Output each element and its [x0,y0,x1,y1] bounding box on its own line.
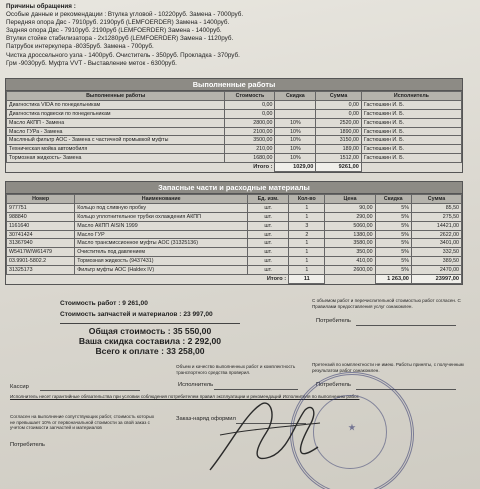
table-row [7,118,462,127]
cell: 5% [375,230,411,239]
works-table-head [7,92,462,101]
cell: Гастюшкин И. Б. [361,127,461,136]
cell: 1380,00 [325,230,375,239]
parts-total-qty: 11 [289,275,325,284]
table-row [7,154,462,163]
cell: 0,00 [225,100,275,109]
cost-summary [60,298,213,320]
col-header: Кол-во [289,195,325,204]
table-row [7,230,462,239]
works-total-row [7,163,462,172]
reason-line: Патрубок интеркулера -8035руб. Замена - 700руб. [6,43,154,51]
cell: 2100,00 [225,127,275,136]
cashier-signature-line [40,390,140,391]
cell: Техническая мойка автомобиля [7,145,225,154]
works-total-label: Итого : [253,164,273,171]
cell: 10% [275,118,316,127]
table-row [7,257,462,266]
cell: 85,50 [411,203,461,212]
cell: 1 [289,239,325,248]
cell: 389,50 [411,257,461,266]
reason-line: Втулки стойке стабилизатора - 2x1280руб (LEMFOERDER) Замена - 1120руб. [6,35,234,43]
parts-cost: Стоимость запчастей и материалов : 23 997,00 [60,311,213,318]
cell: 10% [275,127,316,136]
cell: 1 [289,257,325,266]
table-row [7,127,462,136]
consent-text: Согласен на выполнение сопутствующих работ, стоимость которых не превышает 10% от первоначальной стоимости за свой заказ с учетом стоимости запчастей и материалов [10,414,155,431]
cell: 5% [375,203,411,212]
cell: шт. [248,257,289,266]
cell: Масло АКПП - Замена [7,118,225,127]
client-signature-line [356,325,456,326]
cell: 0,00 [316,109,362,118]
cell: 5% [375,221,411,230]
cell: 332,50 [411,248,461,257]
col-header: Сумма [316,92,362,101]
cell: 290,00 [325,212,375,221]
cell: 410,00 [325,257,375,266]
works-section [5,78,463,173]
cell: Гастюшкин И. Б. [361,145,461,154]
cell: 2622,00 [411,230,461,239]
col-header: Выполненные работы [7,92,225,101]
parts-header: Запасные части и расходные материалы [6,182,462,194]
stamp-center-mark: ★ [348,423,356,432]
cell: 10% [275,145,316,154]
cell: 1 [289,212,325,221]
cell: 0,00 [225,109,275,118]
cell: W5417W/W61479 [7,248,75,257]
executor-label: Исполнитель [178,382,214,388]
agreement-text: С объемом работ и перечислительной стоимостью работ согласен. С Правилами предоставления услуг ознакомлен. [312,298,461,309]
cell: шт. [248,239,289,248]
cell: шт. [248,212,289,221]
cell: шт. [248,221,289,230]
cell: 30741424 [7,230,75,239]
cell: 31367940 [7,239,75,248]
parts-total-label: Итого : [266,276,287,283]
table-row [7,109,462,118]
cell: 1512,00 [316,154,362,163]
works-header: Выполненные работы [6,79,462,91]
cell: 5% [375,257,411,266]
client-signature-label-2: Потребитель [316,382,351,388]
cell: шт. [248,203,289,212]
cell: 14421,00 [411,221,461,230]
reasons-block [6,3,366,68]
cell: Масло АКПП AISIN 1999 [75,221,248,230]
cell: Очиститель под давлением [75,248,248,257]
client-signature-label: Потребитель [316,318,351,324]
col-header: Номер [7,195,75,204]
cell: 988840 [7,212,75,221]
cell: 2 [289,230,325,239]
cell: 2600,00 [325,266,375,275]
table-row [7,212,462,221]
cell: 3150,00 [316,136,362,145]
cell: Гастюшкин И. Б. [361,154,461,163]
reason-line: Задняя опора Двс - 7910руб. 2190руб (LEMFOERDER) Замена - 1400руб. [6,27,222,35]
parts-table-head [7,195,462,204]
cell: Диагностика подвески по понедельникам [7,109,225,118]
cell: 10% [275,154,316,163]
order-issuer-label: Заказ-наряд оформил [176,416,236,422]
cell: Тормозная жидкость- Замена [7,154,225,163]
reason-line: Чистка дроссельного узла - 1400руб. Очиститель - 350руб. Прокладка - 370руб. [6,51,240,59]
works-table [6,91,462,172]
parts-total-discount: 1 263,00 [375,275,411,284]
reason-line: Особые данные и рекомендации : Втулка угловой - 10220руб. Замена - 7000руб. [6,11,244,19]
table-row [7,248,462,257]
cell: Диагностика VIDA по понедельникам [7,100,225,109]
cell: 1 [289,248,325,257]
cell: 3 [289,221,325,230]
cell: 5% [375,239,411,248]
cell [275,109,316,118]
table-row [7,239,462,248]
amount-to-pay: Всего к оплате : 33 258,00 [95,346,205,356]
parts-total-sum: 23997,00 [411,275,461,284]
cell: Кольцо под сливную пробку [75,203,248,212]
reasons-title: Причины обращения : [6,3,76,10]
cell: 5% [375,248,411,257]
cell: Масляный фильтр АОС - Замена с частичной промывкой муфты [7,136,225,145]
cell: шт. [248,230,289,239]
reason-line: Передняя опора Двс - 7910руб. 2190руб (LEMFOERDER) Замена - 1400руб. [6,19,230,27]
cell: 3401,00 [411,239,461,248]
cell: 31325173 [7,266,75,275]
cell: Гастюшкин И. Б. [361,109,461,118]
cell: Масло трансмиссионное муфты АОС (31325136) [75,239,248,248]
cell: 3500,00 [225,136,275,145]
table-row [7,221,462,230]
col-header: Исполнитель [361,92,461,101]
cell: Масло ГУРа - Замена [7,127,225,136]
cell: Тормозная жидкость (9437431) [75,257,248,266]
cell: 189,00 [316,145,362,154]
cell: 5% [375,266,411,275]
cell: 210,00 [225,145,275,154]
discount-total: Ваша скидка составила : 2 292,00 [78,336,222,346]
cell: шт. [248,266,289,275]
cell: шт. [248,248,289,257]
works-total-discount: 1029,00 [275,163,316,172]
cell: Кольцо уплотнительное трубки охлаждения АКПП [75,212,248,221]
cell: Гастюшкин И. Б. [361,118,461,127]
cell: 2470,00 [411,266,461,275]
col-header: Наименование [75,195,248,204]
parts-table [6,194,462,284]
col-header: Скидка [275,92,316,101]
works-total-sum: 9261,00 [316,163,362,172]
cell: 275,50 [411,212,461,221]
cell: 350,00 [325,248,375,257]
parts-section [5,181,463,285]
quality-check-text: Объем и качество выполненных работ и комплектность транспортного средства проверил. [176,364,296,375]
cell: 977751 [7,203,75,212]
table-row [7,145,462,154]
cell: 5060,00 [325,221,375,230]
cell: Гастюшкин И. Б. [361,136,461,145]
cell: 03.9901-5802.2 [7,257,75,266]
cell: 1680,00 [225,154,275,163]
cell: 1 [289,266,325,275]
handwritten-signature [200,375,330,485]
cell: 0,00 [316,100,362,109]
col-header: Скидка [375,195,411,204]
cell: 1 [289,203,325,212]
table-row [7,100,462,109]
parts-total-row [7,275,462,284]
cell: 90,00 [325,203,375,212]
cell: Масло ГУР [75,230,248,239]
signature-stroke [210,403,318,470]
cell: Гастюшкин И. Б. [361,100,461,109]
cell: Фильтр муфты АОС (Haldex IV) [75,266,248,275]
claims-text: Претензий по комплектности не имею. Работы приняты, с полученным результатом работ ознакомлен. [312,362,464,373]
cell: 1161640 [7,221,75,230]
consent-client-label: Потребитель [10,442,45,448]
table-row [7,203,462,212]
table-row [7,266,462,275]
cashier-label: Кассир [10,384,29,390]
cell: 10% [275,136,316,145]
col-header: Сумма [411,195,461,204]
col-header: Ед. изм. [248,195,289,204]
col-header: Цена [325,195,375,204]
table-row [7,136,462,145]
col-header: Стоимость [225,92,275,101]
cell: 1890,00 [316,127,362,136]
cell: 2520,00 [316,118,362,127]
payment-summary [60,323,240,356]
work-cost: Стоимость работ : 9 261,00 [60,300,148,307]
warranty-text: Исполнитель несет гарантийные обязательства при условии соблюдения потребителем правил эксплуатации и рекомендаций Исполнителя по выполнению работ. [10,394,360,399]
reason-line: Грм -9030руб. Муфта VVT - Выставление меток - 6300руб. [6,59,177,67]
cell [275,100,316,109]
cell: 3580,00 [325,239,375,248]
total-cost: Общая стоимость : 35 550,00 [88,326,212,336]
cell: 2800,00 [225,118,275,127]
cell: 5% [375,212,411,221]
